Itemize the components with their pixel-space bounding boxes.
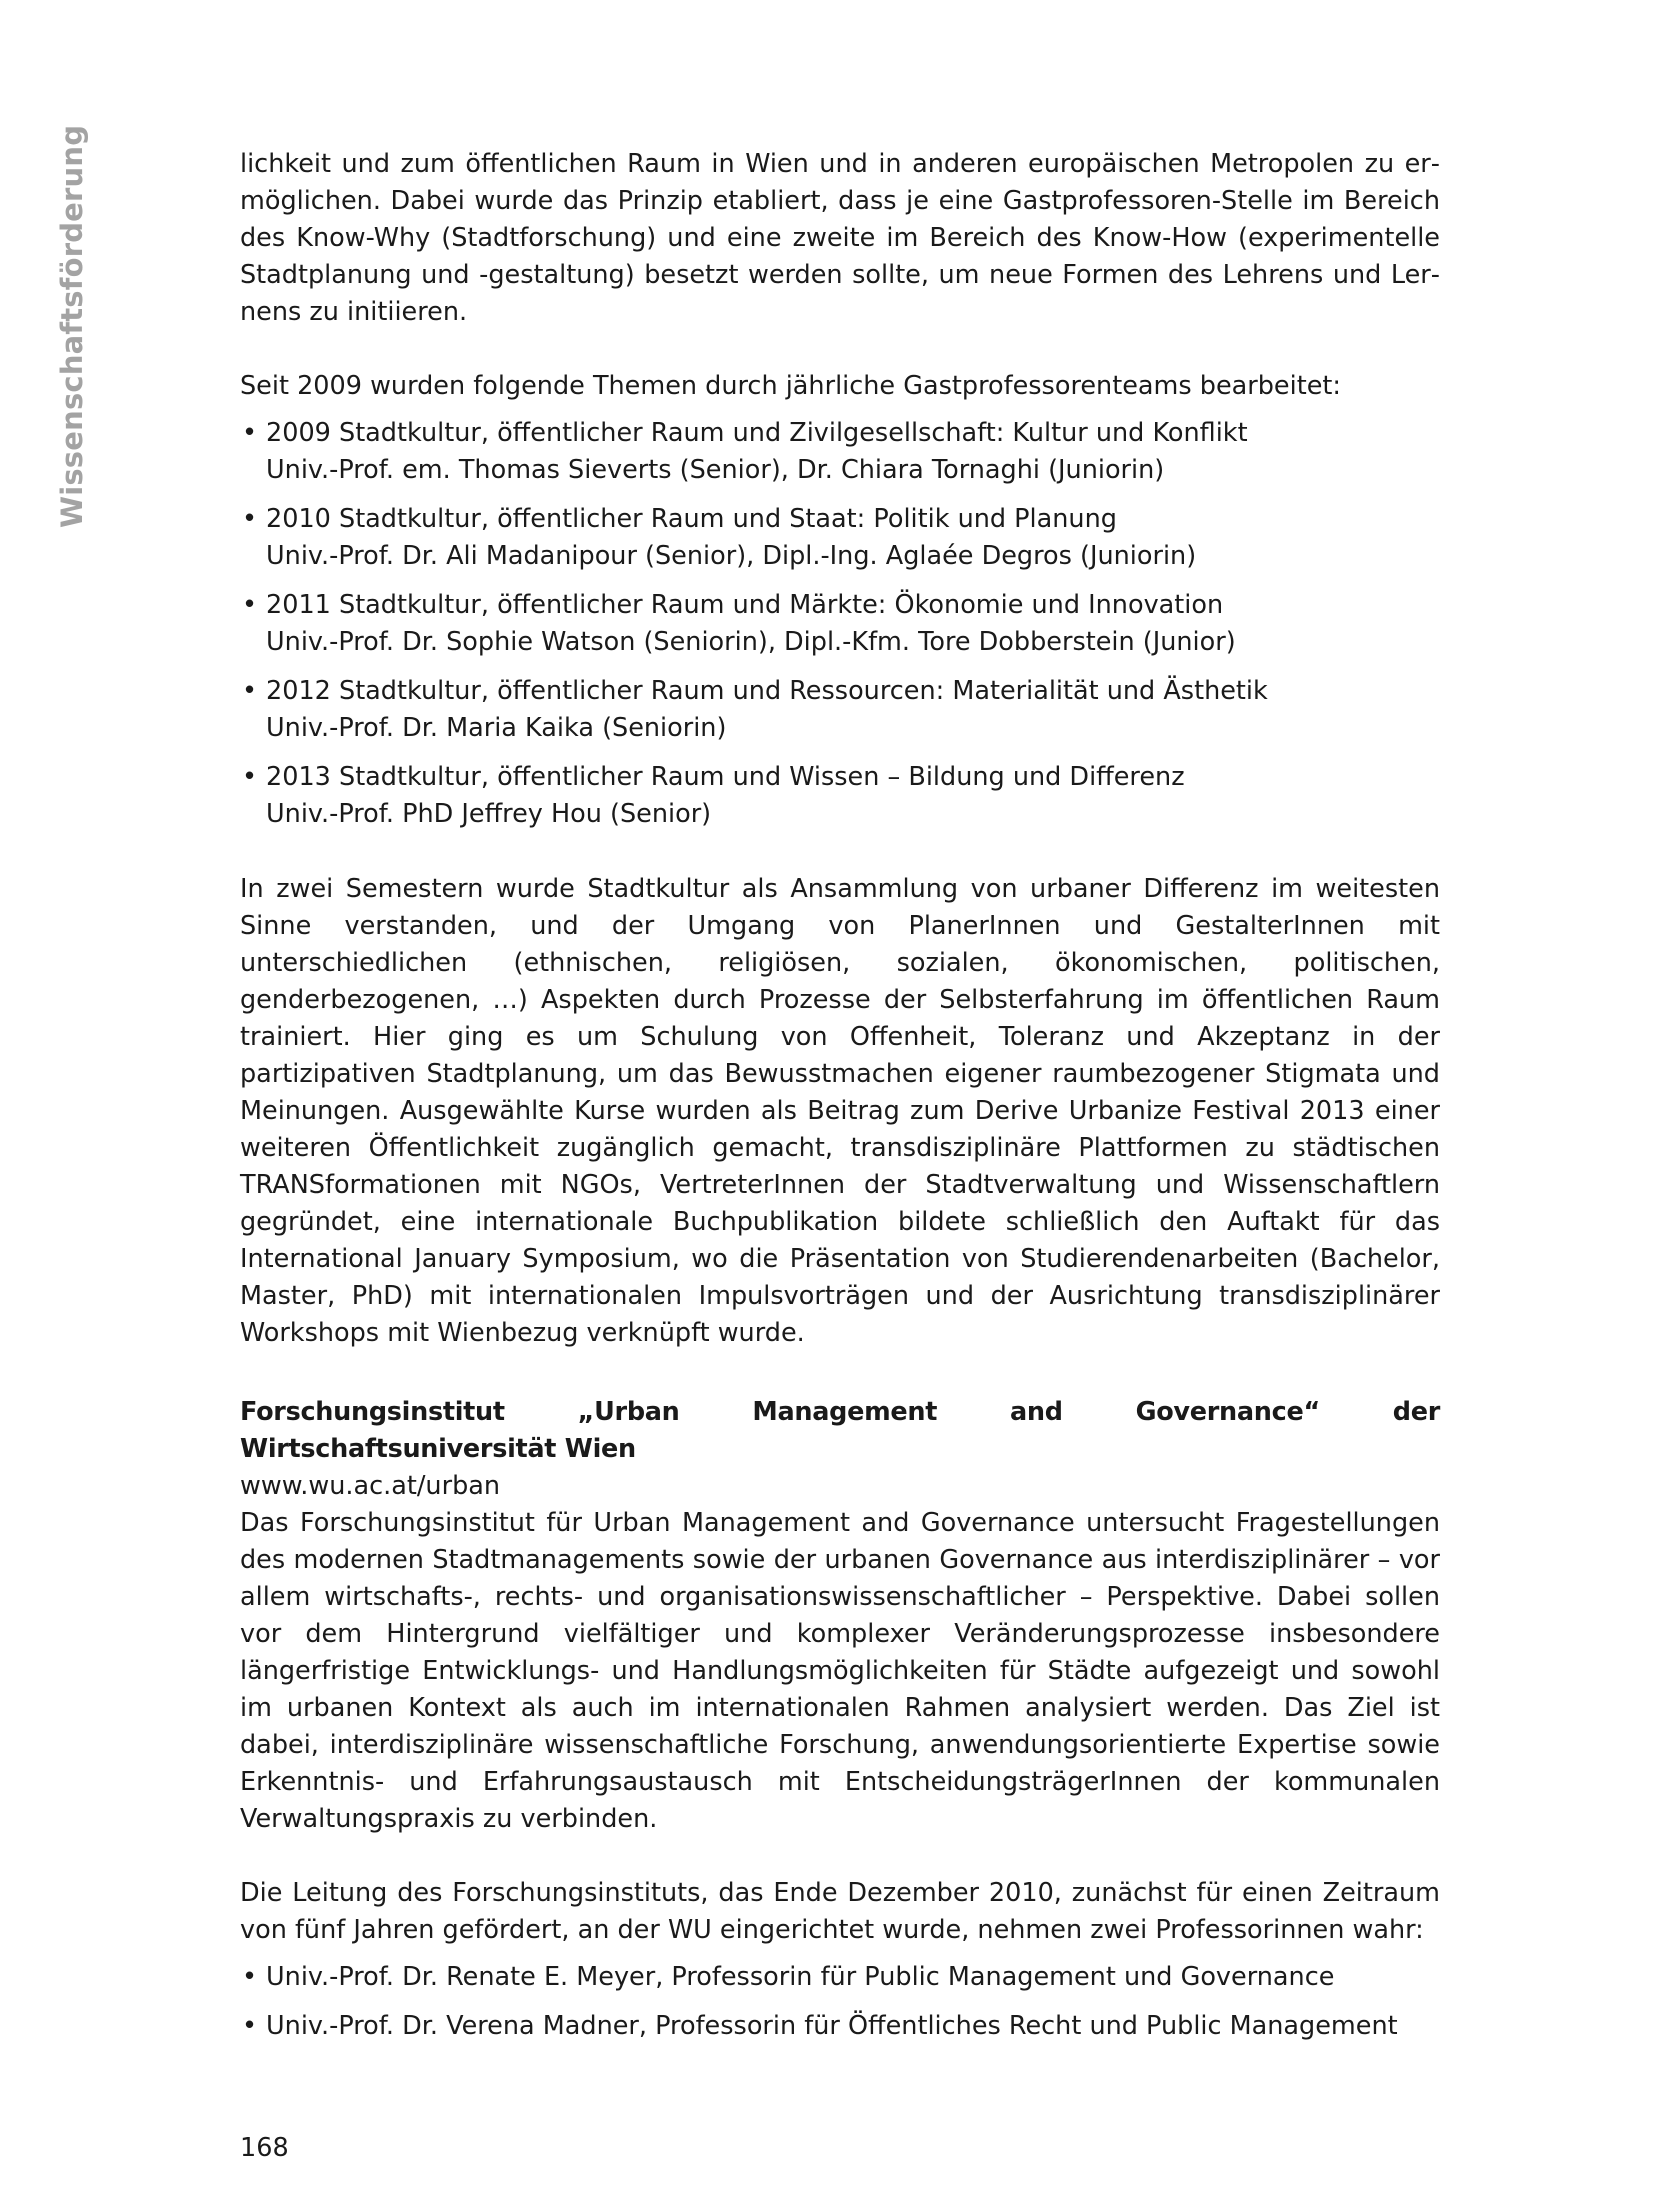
theme-title: • 2013 Stadtkultur, öffentlicher Raum und Wissen – Bildung und Differenz [266, 762, 1185, 792]
theme-title: • 2011 Stadtkultur, öffentlicher Raum und Märkte: Ökonomie und Innovation [266, 590, 1224, 620]
themes-lead: Seit 2009 wurden folgende Themen durch jährliche Gastprofessorenteams bearbeitet: [240, 371, 1341, 401]
institute-description: Das Forschungsinstitut für Urban Management and Governance untersucht Fragestellungen des modernen Stadtmanagements sowie der urbanen Governance aus interdisziplinärer – vor allem wirtschafts-, rechts- und organisationswissenschaftlicher – Perspektive. Dabei sollen vor dem Hintergrund vielfältiger und komplexer Veränderungsprozesse insbesondere längerfristige Entwicklungs- und Handlungsmöglichkeiten für Städte aufgezeigt und sowohl im urbanen Kontext als auch im internationalen Rahmen analysiert werden. Das Ziel ist dabei, interdisziplinäre wissenschaftliche Forschung, anwendungsorientierte Expertise sowie Erkenntnis- und Erfahrungsaustausch mit EntscheidungsträgerInnen der kommunalen Verwaltungspraxis zu verbinden. [240, 1508, 1440, 1834]
intro-paragraph: lichkeit und zum öffentlichen Raum in Wien und in anderen europäischen Metropolen zu ermöglichen. Dabei wurde das Prinzip etabliert, dass je eine Gastprofessoren-Stelle im Bereich des Know-Why (Stadtforschung) und eine zweite im Bereich des Know-How (experimentelle Stadtplanung und -gestaltung) besetzt werden sollte, um neue Formen des Lehrens und Lernens zu initiieren. [240, 149, 1440, 327]
list-item [240, 759, 1440, 833]
list-item [240, 587, 1440, 661]
list-item: • Univ.-Prof. Dr. Verena Madner, Professorin für Öffentliches Recht und Public Management [240, 2008, 1440, 2045]
theme-people: Univ.-Prof. PhD Jeffrey Hou (Senior) [266, 799, 712, 829]
page-number: 168 [240, 2133, 289, 2163]
theme-title: • 2012 Stadtkultur, öffentlicher Raum und Ressourcen: Materialität und Ästhetik [266, 676, 1268, 706]
theme-people: Univ.-Prof. Dr. Maria Kaika (Seniorin) [266, 713, 727, 743]
leaders-list [240, 1959, 1440, 2045]
list-item: • Univ.-Prof. Dr. Renate E. Meyer, Professorin für Public Management und Governance [240, 1959, 1440, 1996]
theme-people: Univ.-Prof. em. Thomas Sieverts (Senior), Dr. Chiara Tornaghi (Juniorin) [266, 455, 1165, 485]
theme-people: Univ.-Prof. Dr. Sophie Watson (Seniorin), Dipl.-Kfm. Tore Dobberstein (Junior) [266, 627, 1236, 657]
list-item [240, 415, 1440, 489]
themes-list [240, 415, 1440, 833]
semesters-paragraph: In zwei Semestern wurde Stadtkultur als Ansammlung von urbaner Differenz im weitesten Sinne verstanden, und der Umgang von PlanerInnen und GestalterInnen mit unterschiedlichen (ethnischen, religiösen, sozialen, ökonomischen, politischen, genderbezogenen, …) Aspekten durch Prozesse der Selbsterfahrung im öffentlichen Raum trainiert. Hier ging es um Schulung von Offenheit, Toleranz und Akzeptanz in der partizipativen Stadtplanung, um das Bewusstmachen eigener raumbezogener Stigmata und Meinungen. Ausgewählte Kurse wurden als Beitrag zum Derive Urbanize Festival 2013 einer weiteren Öffentlichkeit zugänglich gemacht, transdisziplinäre Plattformen zu städtischen TRANSformationen mit NGOs, VertreterInnen der Stadtverwaltung und Wissenschaftlern gegründet, eine internationale Buchpublikation bildete schließlich den Auftakt für das International January Symposium, wo die Präsentation von Studierendenarbeiten (Bachelor, Master, PhD) mit internationalen Impulsvorträgen und der Ausrichtung transdisziplinärer Workshops mit Wienbezug verknüpft wurde. [240, 874, 1440, 1348]
institute-heading: Forschungsinstitut „Urban Management and Governance“ der Wirtschaftsuniversität Wien [240, 1397, 1440, 1464]
theme-title: • 2009 Stadtkultur, öffentlicher Raum und Zivilgesellschaft: Kultur und Konflikt [266, 418, 1248, 448]
section-sidebar-label: Wissenschaftsförderung [55, 124, 89, 528]
list-item [240, 673, 1440, 747]
institute-url: www.wu.ac.at/urban [240, 1471, 501, 1501]
page-content [240, 146, 1440, 2057]
theme-people: Univ.-Prof. Dr. Ali Madanipour (Senior), Dipl.-Ing. Aglaée Degros (Juniorin) [266, 541, 1197, 571]
institute-leadership: Die Leitung des Forschungsinstituts, das Ende Dezember 2010, zunächst für einen Zeitraum von fünf Jahren gefördert, an der WU eingerichtet wurde, nehmen zwei Professorinnen wahr: [240, 1878, 1440, 1945]
list-item [240, 501, 1440, 575]
theme-title: • 2010 Stadtkultur, öffentlicher Raum und Staat: Politik und Planung [266, 504, 1117, 534]
